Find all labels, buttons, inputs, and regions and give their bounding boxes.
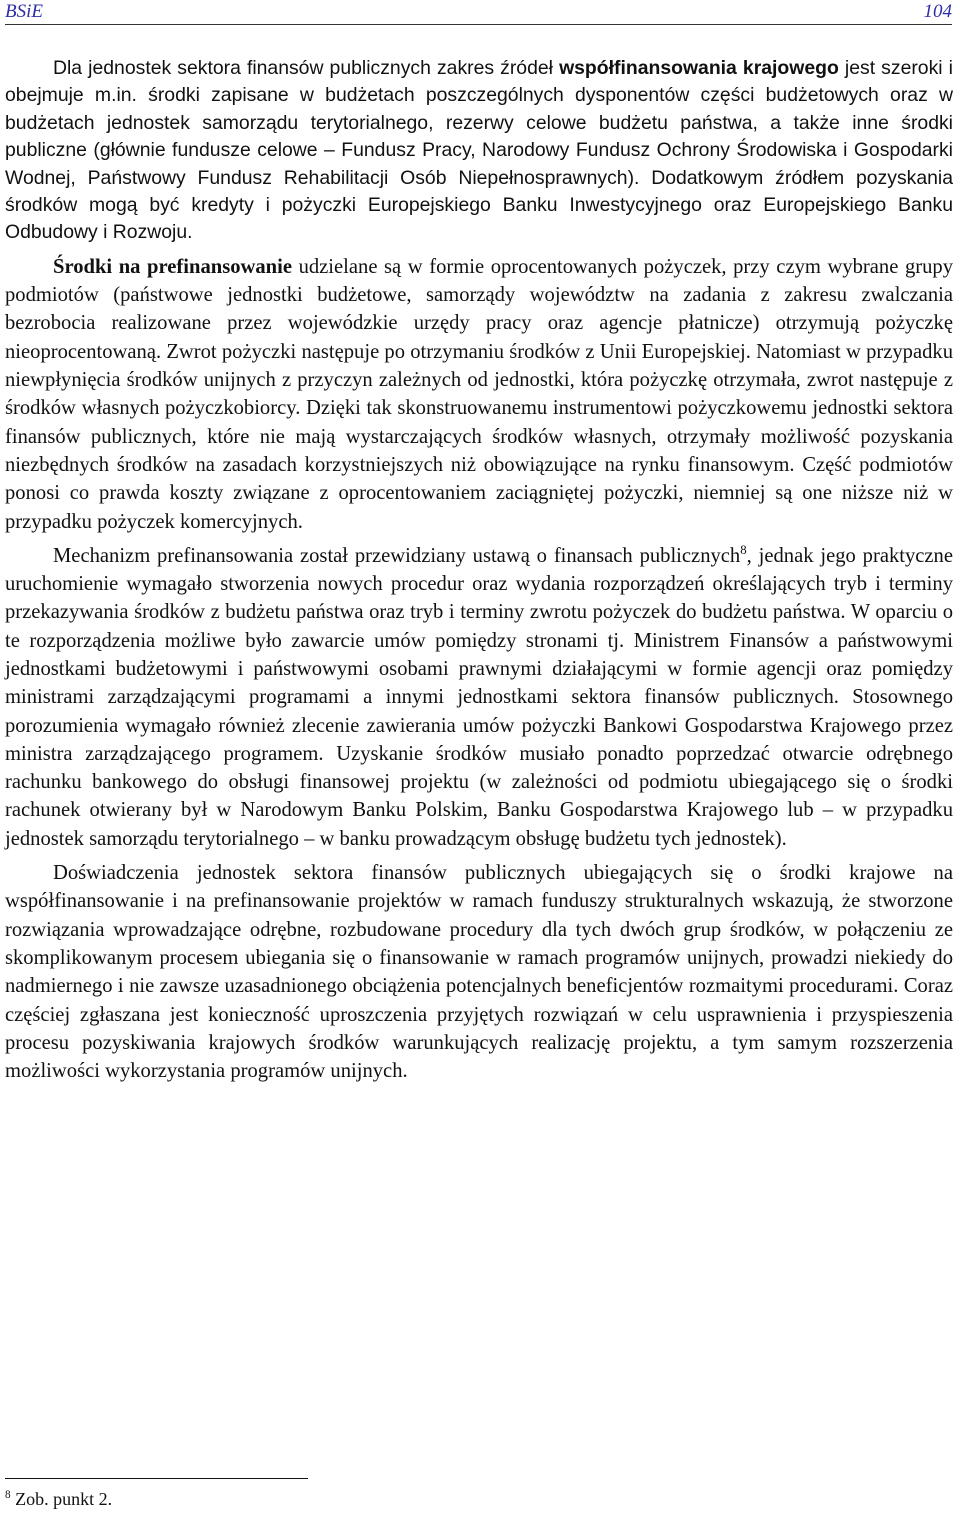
paragraph-experience (5, 859, 953, 1085)
paragraph-text: jest szeroki i obejmuje m.in. środki zapisane w budżetach poszczególnych dysponentów części budżetowych oraz w budżetach jednostek samorządu terytorialnego, rezerwy celowe budżetu państwa, a także inne środki publiczne (głównie fundusze celowe – Fundusz Pracy, Narodowy Fundusz Ochrony Środowiska i Gospodarki Wodnej, Państwowy Fundusz Rehabilitacji Osób Niepełnosprawnych). Dodatkowym źródłem pozyskania środków mogą być kredyty i pożyczki Europejskiego Banku Inwestycyjnego oraz Europejskiego Banku Odbudowy i Rozwoju. (5, 57, 953, 244)
bold-term-cofinancing: współfinansowania krajowego (559, 57, 839, 79)
footnote-divider (5, 1478, 308, 1479)
paragraph-cofinancing (5, 55, 953, 247)
footnote-reference: 8 (740, 542, 747, 557)
footnote (5, 1487, 112, 1511)
paragraph-mechanism (5, 542, 953, 853)
paragraph-text: udzielane są w formie oprocentowanych pożyczek, przy czym wybrane grupy podmiotów (państwowe jednostki budżetowe, samorządy województw na zadania z zakresu zwalczania bezrobocia realizowane przez wojewódzkie urzędy pracy oraz agencje płatnicze) otrzymują pożyczkę nieoprocentowaną. Zwrot pożyczki następuje po otrzymaniu środków z Unii Europejskiej. Natomiast w przypadku niewpłynięcia środków unijnych z przyczyn zależnych od jednostki, która pożyczkę otrzymała, zwrot następuje z środków własnych pożyczkobiorcy. Dzięki tak skonstruowanemu instrumentowi pożyczkowemu jednostki sektora finansów publicznych, które nie mają wystarczających środków własnych, otrzymały możliwość pozyskania niezbędnych środków na zasadach korzystniejszych niż obowiązujące na rynku finansowym. Część podmiotów ponosi co prawda koszty związane z oprocentowaniem zaciągniętej pożyczki, niemniej są one niższe niż w przypadku pożyczek komercyjnych. (5, 255, 953, 533)
paragraph-prefinancing (5, 253, 953, 536)
article-body (5, 55, 953, 1085)
journal-abbreviation: BSiE (5, 1, 43, 22)
paragraph-text: , jednak jego praktyczne uruchomienie wymagało stworzenia nowych procedur oraz wydania rozporządzeń określających tryb i terminy przekazywania środków z budżetu państwa oraz tryb i terminy zwrotu pożyczek do budżetu państwa. W oparciu o te rozporządzenia możliwe było zawarcie umów pomiędzy stronami tj. Ministrem Finansów a państwowymi jednostkami budżetowymi i państwowymi osobami prawnymi działającymi w formie agencji oraz pomiędzy ministrami zarządzającymi programami a innymi jednostkami sektora finansów publicznych. Stosownego porozumienia wymagało również zlecenie zawierania umów pożyczki Bankowi Gospodarstwa Krajowego przez ministra zarządzającego programem. Uzyskanie środków musiało ponadto poprzedzać otwarcie odrębnego rachunku bankowego do obsługi finansowej projektu (w zależności od podmiotu ubiegającego się o środki rachunek otwierany był w Narodowym Banku Polskim, Banku Gospodarstwa Krajowego lub – w przypadku jednostek samorządu terytorialnego – w banku prowadzącym obsługę budżetu tych jednostek). (5, 544, 953, 850)
footnote-text: Zob. punkt 2. (10, 1489, 113, 1509)
footnote-number: 8 (5, 1489, 11, 1501)
paragraph-text: Mechanizm prefinansowania został przewidziany ustawą o finansach publicznych (53, 544, 741, 567)
bold-term-prefinancing: Środki na prefinansowanie (53, 255, 292, 278)
page-number: 104 (923, 1, 952, 22)
page-header (5, 0, 952, 25)
paragraph-text: Dla jednostek sektora finansów publicznych zakres źródeł (53, 57, 560, 79)
paragraph-text: Doświadczenia jednostek sektora finansów publicznych ubiegających się o środki krajowe na współfinansowanie i na prefinansowanie projektów w ramach funduszy strukturalnych wskazują, że stworzone rozwiązania wprowadzające odrębne, rozbudowane procedury dla tych dwóch grup środków, w połączeniu ze skomplikowanym procesem ubiegania się o finansowanie w ramach programów unijnych, prowadzi niekiedy do nadmiernego i nie zawsze uzasadnionego obciążenia potencjalnych beneficjentów rozmaitymi procedurami. Coraz częściej zgłaszana jest konieczność uproszczenia przyjętych rozwiązań w celu usprawnienia i przyspieszenia procesu pozyskiwania krajowych środków warunkujących realizację projektu, a tym samym rozszerzenia możliwości wykorzystania programów unijnych. (5, 862, 953, 1083)
